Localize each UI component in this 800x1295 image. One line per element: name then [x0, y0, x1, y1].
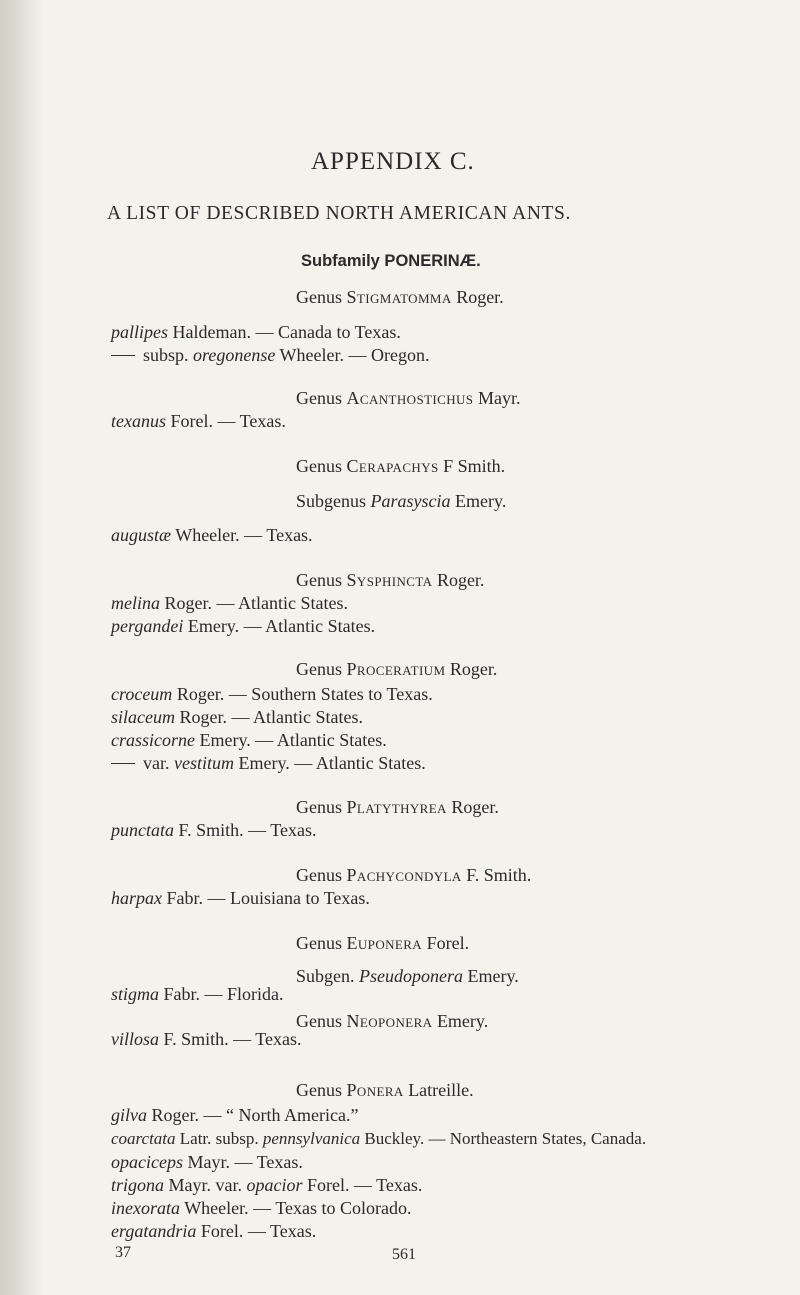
genus-heading: Genus Cerapachys F Smith.: [296, 456, 506, 476]
appendix-title: APPENDIX C.: [311, 148, 475, 175]
genus-name: Proceratium: [346, 659, 446, 679]
species-entry: silaceum Roger. — Atlantic States.: [111, 707, 363, 727]
species-name: pennsylvanica: [262, 1129, 361, 1148]
species-entry: melina Roger. — Atlantic States.: [111, 593, 348, 613]
genus-name: Acanthostichus: [346, 388, 474, 408]
genus-heading: Genus Neoponera Emery.: [296, 1011, 489, 1031]
genus-heading: Genus Pachycondyla F. Smith.: [296, 865, 532, 885]
species-name: gilva: [111, 1105, 147, 1125]
subgenus-heading: Subgenus Parasyscia Emery.: [296, 491, 507, 511]
species-name: harpax: [111, 888, 162, 908]
species-entry: villosa F. Smith. — Texas.: [111, 1029, 302, 1049]
genus-name: Cerapachys: [346, 456, 439, 476]
subgenus-name: Pseudoponera: [359, 966, 463, 986]
subgenus-name: Parasyscia: [370, 491, 451, 511]
subfamily-heading: Subfamily PONERINÆ.: [301, 252, 481, 270]
species-entry: texanus Forel. — Texas.: [111, 411, 286, 431]
species-name: villosa: [111, 1029, 159, 1049]
page-number: 561: [392, 1246, 416, 1263]
ditto-dash: [111, 763, 135, 764]
species-name: inexorata: [111, 1198, 180, 1218]
species-entry: ergatandria Forel. — Texas.: [111, 1221, 317, 1241]
genus-heading: Genus Euponera Forel.: [296, 933, 470, 953]
species-entry: crassicorne Emery. — Atlantic States.: [111, 730, 387, 750]
genus-heading: Genus Proceratium Roger.: [296, 659, 498, 679]
species-name: pallipes: [111, 322, 168, 342]
species-name: texanus: [111, 411, 166, 431]
species-entry: harpax Fabr. — Louisiana to Texas.: [111, 888, 370, 908]
genus-heading: Genus Platythyrea Roger.: [296, 797, 499, 817]
species-name: punctata: [111, 820, 174, 840]
species-entry: subsp. oregonense Wheeler. — Oregon.: [111, 345, 429, 366]
list-title: A LIST OF DESCRIBED NORTH AMERICAN ANTS.: [107, 203, 571, 224]
genus-name: Pachycondyla: [346, 865, 462, 885]
genus-heading: Genus Acanthostichus Mayr.: [296, 388, 521, 408]
species-entry: pergandei Emery. — Atlantic States.: [111, 616, 376, 636]
species-entry: gilva Roger. — “ North America.”: [111, 1105, 359, 1125]
scan-gutter: [0, 0, 42, 1295]
genus-name: Stigmatomma: [346, 287, 452, 307]
species-name: croceum: [111, 684, 173, 704]
signature-mark: 37: [115, 1244, 131, 1261]
subgenus-heading: Subgen. Pseudoponera Emery.: [296, 966, 519, 986]
species-name: melina: [111, 593, 160, 613]
species-entry: coarctata Latr. subsp. pennsylvanica Buckley. — Northeastern States, Canada.: [111, 1129, 647, 1148]
species-name: silaceum: [111, 707, 175, 727]
genus-name: Neoponera: [346, 1011, 433, 1031]
genus-name: Euponera: [346, 933, 423, 953]
species-name: crassicorne: [111, 730, 195, 750]
species-entry: var. vestitum Emery. — Atlantic States.: [111, 753, 426, 774]
species-entry: inexorata Wheeler. — Texas to Colorado.: [111, 1198, 412, 1218]
species-entry: trigona Mayr. var. opacior Forel. — Texas.: [111, 1175, 423, 1195]
species-entry: croceum Roger. — Southern States to Texas.: [111, 684, 433, 704]
species-entry: augustæ Wheeler. — Texas.: [111, 525, 313, 545]
genus-heading: Genus Stigmatomma Roger.: [296, 287, 504, 307]
genus-heading: Genus Ponera Latreille.: [296, 1080, 474, 1100]
species-name: pergandei: [111, 616, 184, 636]
species-name: ergatandria: [111, 1221, 197, 1241]
genus-name: Sysphincta: [346, 570, 433, 590]
species-entry: punctata F. Smith. — Texas.: [111, 820, 317, 840]
ditto-dash: [111, 355, 135, 356]
species-entry: stigma Fabr. — Florida.: [111, 984, 284, 1004]
species-name: coarctata: [111, 1129, 176, 1148]
species-name: vestitum: [174, 753, 234, 773]
genus-name: Ponera: [346, 1080, 404, 1100]
species-entry: pallipes Haldeman. — Canada to Texas.: [111, 322, 401, 342]
species-entry: opaciceps Mayr. — Texas.: [111, 1152, 303, 1172]
species-name: trigona: [111, 1175, 165, 1195]
genus-heading: Genus Sysphincta Roger.: [296, 570, 485, 590]
species-name: oregonense: [193, 345, 276, 365]
species-name: opacior: [246, 1175, 303, 1195]
genus-name: Platythyrea: [346, 797, 447, 817]
species-name: augustæ: [111, 525, 172, 545]
species-name: opaciceps: [111, 1152, 183, 1172]
species-name: stigma: [111, 984, 160, 1004]
